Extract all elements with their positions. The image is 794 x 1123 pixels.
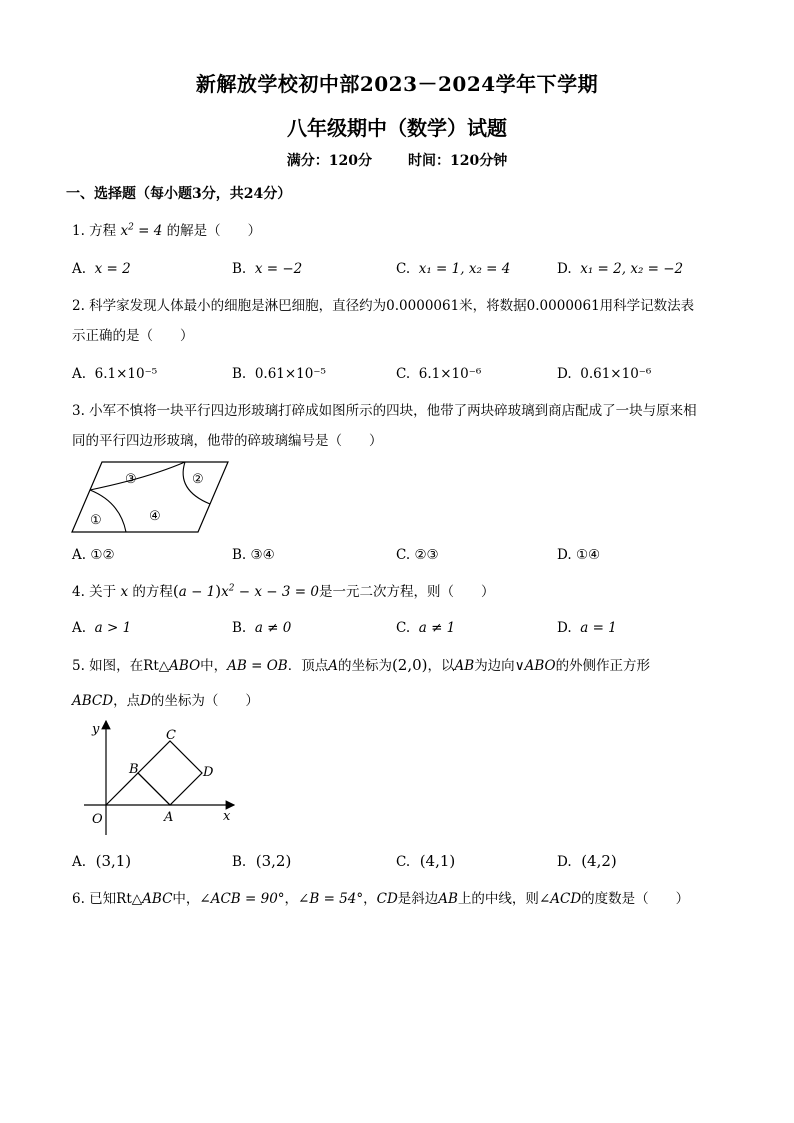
- question-1-option-d: D. x₁ = 2, x₂ = −2: [557, 261, 684, 277]
- exam-meta: [0, 150, 794, 170]
- question-3-stem-line1: 3. 小军不慎将一块平行四边形玻璃打碎成如图所示的四块，他带了两块碎玻璃到商店配成了一块与原来相: [72, 403, 697, 419]
- question-2-stem-line2: 示正确的是（ ）: [72, 328, 194, 344]
- exam-time: 时间：120分钟: [408, 153, 508, 169]
- point-c-label: C: [166, 728, 176, 743]
- question-2-option-a: A. 6.1×10⁻⁵: [72, 366, 158, 382]
- question-1-option-c: C. x₁ = 1, x₂ = 4: [396, 261, 511, 277]
- question-5-stem-line1: 5. 如图，在Rt△ABO中，AB = OB．顶点A的坐标为(2,0)，以AB为边向∨ABO的外侧作正方形: [72, 656, 651, 674]
- question-2-option-c: C. 6.1×10⁻⁶: [396, 366, 482, 382]
- question-5-option-c: C. (4,1): [396, 852, 456, 870]
- point-b-label: B: [129, 762, 139, 777]
- question-4-option-c: C. a ≠ 1: [396, 620, 456, 636]
- question-5-option-a: A. (3,1): [72, 852, 132, 870]
- crack-line-top: [90, 462, 185, 490]
- question-1-option-b: B. x = −2: [232, 261, 303, 277]
- exam-title: 新解放学校初中部2023－2024学年下学期: [195, 72, 599, 96]
- point-a-label: A: [164, 810, 174, 825]
- coordinate-square-figure: [84, 717, 244, 841]
- question-5-stem-line2: ABCD，点D的坐标为（ ）: [72, 693, 259, 709]
- question-2-option-b: B. 0.61×10⁻⁵: [232, 366, 326, 382]
- point-d-label: D: [203, 765, 214, 780]
- question-1-option-a: A. x = 2: [72, 261, 131, 277]
- question-4-stem: 4. 关于 x 的方程$(a - 1)x^2 - x - 3 = 0$是一元二次方程，则（ ）: [72, 582, 495, 600]
- figure-label-3: ③: [125, 472, 137, 487]
- figure-label-2: ②: [192, 472, 204, 487]
- question-5-option-d: D. (4,2): [557, 852, 617, 870]
- triangle-abo: [106, 773, 170, 805]
- figure-label-4: ④: [149, 509, 161, 524]
- figure-label-1: ①: [90, 513, 102, 528]
- question-4-option-b: B. a ≠ 0: [232, 620, 292, 636]
- question-3-stem-line2: 同的平行四边形玻璃，他带的碎玻璃编号是（ ）: [72, 433, 383, 449]
- x-axis-label: x: [223, 809, 231, 824]
- exam-subtitle: 八年级期中（数学）试题: [287, 116, 507, 140]
- question-3-option-b: B. ③④: [232, 547, 275, 563]
- question-4-option-a: A. a > 1: [72, 620, 132, 636]
- question-2-option-d: D. 0.61×10⁻⁶: [557, 366, 652, 382]
- point-o-label: O: [92, 812, 103, 827]
- question-5-option-b: B. (3,2): [232, 852, 292, 870]
- full-score: 满分：120分: [286, 153, 372, 169]
- question-3-option-a: A. ①②: [72, 547, 115, 563]
- question-4-option-d: D. a = 1: [557, 620, 617, 636]
- broken-parallelogram-figure: [68, 456, 232, 536]
- square-abcd: [138, 741, 202, 805]
- y-axis-label: y: [92, 722, 100, 737]
- question-3-option-c: C. ②③: [396, 547, 439, 563]
- question-1-stem: 1. 方程 $x^2 = 4$ 的解是（ ）: [72, 222, 262, 239]
- section-title: 一、选择题（每小题3分，共24分）: [66, 186, 292, 202]
- question-2-stem-line1: 2. 科学家发现人体最小的细胞是淋巴细胞，直径约为0.0000061米，将数据0.0000061用科学记数法表: [72, 298, 695, 314]
- question-3-option-d: D. ①④: [557, 547, 601, 563]
- question-6-stem: 6. 已知Rt△ABC中，∠ACB = 90°，∠B = 54°，CD是斜边AB上的中线，则∠ACD的度数是（ ）: [72, 891, 690, 907]
